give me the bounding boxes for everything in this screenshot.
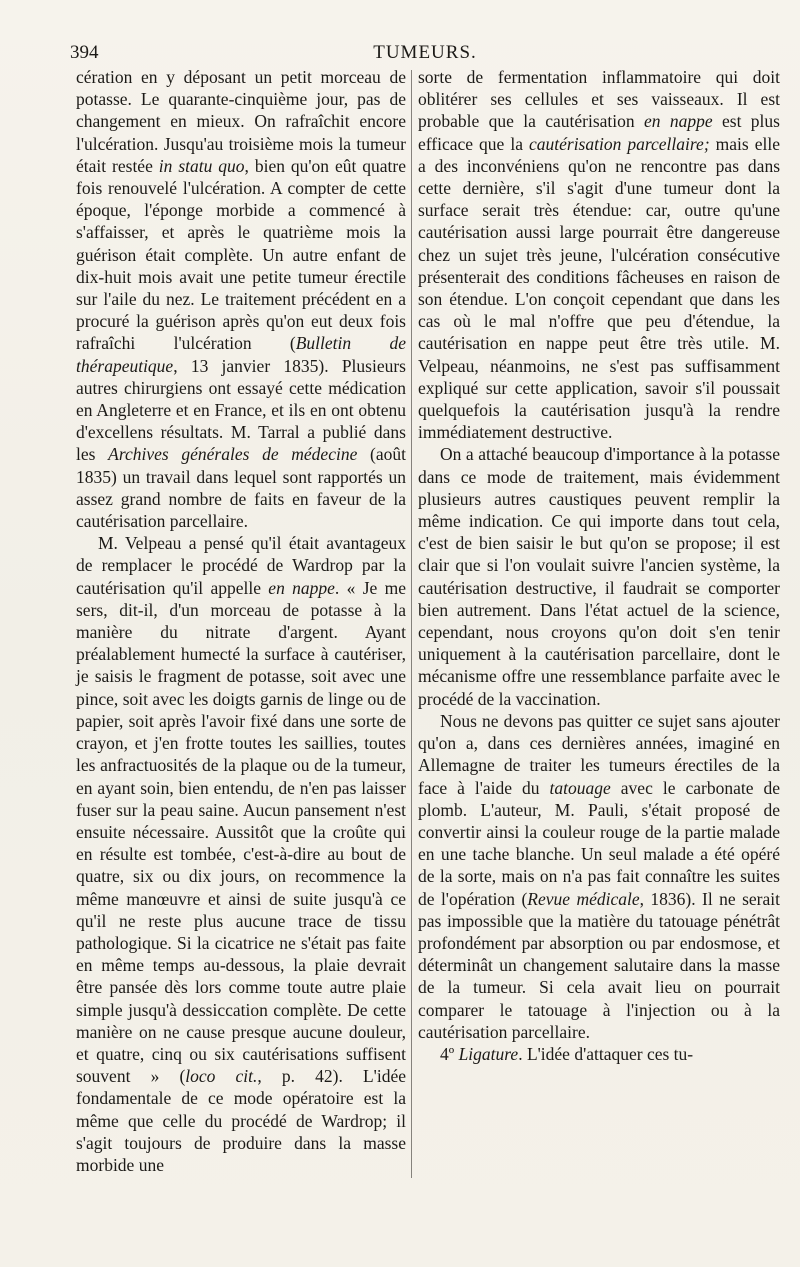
text-run: On a attaché beaucoup d'importance à la potasse dans ce mode de traitement, mais évidemment plusieurs autres caustiques peuvent remplir la même indication. Ce qui importe dans tout cela, c'est de bien saisir le but qu'on se propose; il est clair que si l'on voulait suivre l'ancien système, la cautérisation destructive, il faudrait se comporter bien autrement. Dans l'état actuel de la science, cependant, nous croyons qu'on doit s'en tenir uniquement à la cautérisation parcellaire, dont le mécanisme offre une ressemblance parfaite avec le procédé de la vaccination.: [418, 444, 780, 709]
italic-run: en nappe: [643, 111, 713, 132]
text-run: est plus efficace que la: [418, 111, 780, 154]
text-run: Nous ne devons pas quitter ce sujet sans ajouter qu'on a, dans ces dernières années, imaginé en Allemagne de traiter les tumeurs érectiles de la face à l'aide du: [418, 710, 780, 798]
right-column: [418, 66, 780, 1065]
italic-citation: Archives générales de médecine: [108, 444, 358, 465]
text-run: , p. 42). L'idée fondamentale de ce mode opératoire est la même que celle du procédé de Wardrop; il s'agit toujours de produire dans la masse morbide une: [76, 1066, 406, 1175]
left-paragraph-2: [76, 532, 406, 1176]
text-run: , bien qu'on eût quatre fois renouvelé l'ulcération. A compter de cette époque, l'éponge morbide a commencé à s'affaisser, et après le quatrième mois la guérison était complète. Un autre enfant de dix-huit mois avait une petite tumeur érectile sur l'aile du nez. Le traitement précédent en a procuré la guérison après qu'on eut deux fois rafraîchi l'ulcération (: [76, 155, 406, 354]
right-paragraph-1: [418, 66, 780, 443]
italic-citation: Bulletin de thérapeutique: [76, 333, 406, 376]
text-run: . L'idée d'attaquer ces tu-: [518, 1043, 694, 1064]
text-run: (août 1835) un travail dans lequel sont rapportés un assez grand nombre de faits en faveur de la cautérisation parcellaire.: [76, 444, 406, 532]
text-run: M. Velpeau a pensé qu'il était avantageux de remplacer le procédé de Wardrop par la cautérisation qu'il appelle: [76, 533, 406, 598]
italic-run: tatouage: [549, 777, 611, 798]
text-run: avec le carbonate de plomb. L'auteur, M. Pauli, s'était proposé de convertir ainsi la couleur rouge de la partie malade en une tache blanche. Un seul malade a été opéré de la sorte, mais on n'a pas fait connaître les suites de l'opération (: [418, 777, 780, 909]
text-run: mais elle a des inconvéniens qu'on ne rencontre pas dans cette dernière, s'il s'agit d'une tumeur dont la surface serait très étendue: car, outre qu'une cautérisation aussi large pourrait être dangereuse chez un sujet très jeune, l'ulcération consécutive présenterait des conditions fâcheuses en raison de son étendue. L'on conçoit cependant que dans les cas où le mal n'offre que peu d'étendue, la cautérisation en nappe peut être très utile. M. Velpeau, néanmoins, ne s'est pas suffisamment expliqué sur cette application, savoir s'il poussait quelquefois la cautérisation jusqu'à la rendre immédiatement destructive.: [418, 133, 780, 443]
right-paragraph-2: [418, 443, 780, 709]
section-number: 4º: [440, 1043, 459, 1064]
italic-run: cautérisation parcellaire;: [528, 133, 710, 154]
left-paragraph-1: [76, 66, 406, 532]
right-paragraph-3: [418, 710, 780, 1043]
running-title: TUMEURS.: [373, 42, 477, 63]
section-heading: Ligature: [458, 1043, 519, 1064]
left-column: [76, 66, 406, 1176]
text-run: . « Je me sers, dit-il, d'un morceau de potasse à la manière du nitrate d'argent. Ayant préalablement humecté la surface à cautériser, je saisis le fragment de potasse, soit avec une pince, soit avec les doigts garnis de linge ou de papier, soit après l'avoir fixé dans une sorte de crayon, et j'en frotte toutes les saillies, toutes les anfractuosités de la plaque ou de la tumeur, en ayant soin, bien entendu, de n'en pas laisser fuser sur la peau saine. Aucun pansement n'est ensuite nécessaire. Aussitôt que la croûte qui en résulte est tombée, c'est-à-dire au bout de quatre, six ou dix jours, on recommence la même manœuvre et ainsi de suite jusqu'à ce qu'il ne reste plus aucune trace de tissu pathologique. Si la cicatrice ne s'était pas faite en même temps au-dessous, la plaie devrait être pansée dès lors comme toute autre plaie simple jusqu'à dessiccation complète. De cette manière on ne cause presque aucune douleur, et quatre, cinq ou six cautérisations suffisent souvent » (: [76, 577, 406, 1087]
italic-run: in statu quo: [158, 155, 245, 176]
column-divider: [411, 70, 412, 1178]
page-number: 394: [70, 42, 99, 63]
text-run: cération en y déposant un petit morceau de potasse. Le quarante-cinquième jour, pas de changement en mieux. On rafraîchit encore l'ulcération. Jusqu'au troisième mois la tumeur était restée: [76, 67, 406, 176]
right-paragraph-4: [418, 1043, 780, 1065]
italic-citation: Revue médicale: [527, 888, 640, 909]
text-run: , 1836). Il ne serait pas impossible que la matière du tatouage pénétrât profondément par absorption ou par endosmose, et déterminât un changement salutaire dans la masse de la tumeur. Si cela avait lieu on pourrait comparer le tatouage à l'injection ou à la cautérisation parcellaire.: [418, 888, 780, 1042]
text-run: , 13 janvier 1835). Plusieurs autres chirurgiens ont essayé cette médication en Angleterre et en France, et ils en ont obtenu d'excellens résultats. M. Tarral a publié dans les: [76, 355, 406, 465]
italic-citation: loco cit.: [185, 1066, 258, 1087]
italic-run: en nappe: [268, 577, 335, 598]
text-run: sorte de fermentation inflammatoire qui doit oblitérer ses cellules et ses vaisseaux. Il est probable que la cautérisation: [418, 67, 780, 132]
